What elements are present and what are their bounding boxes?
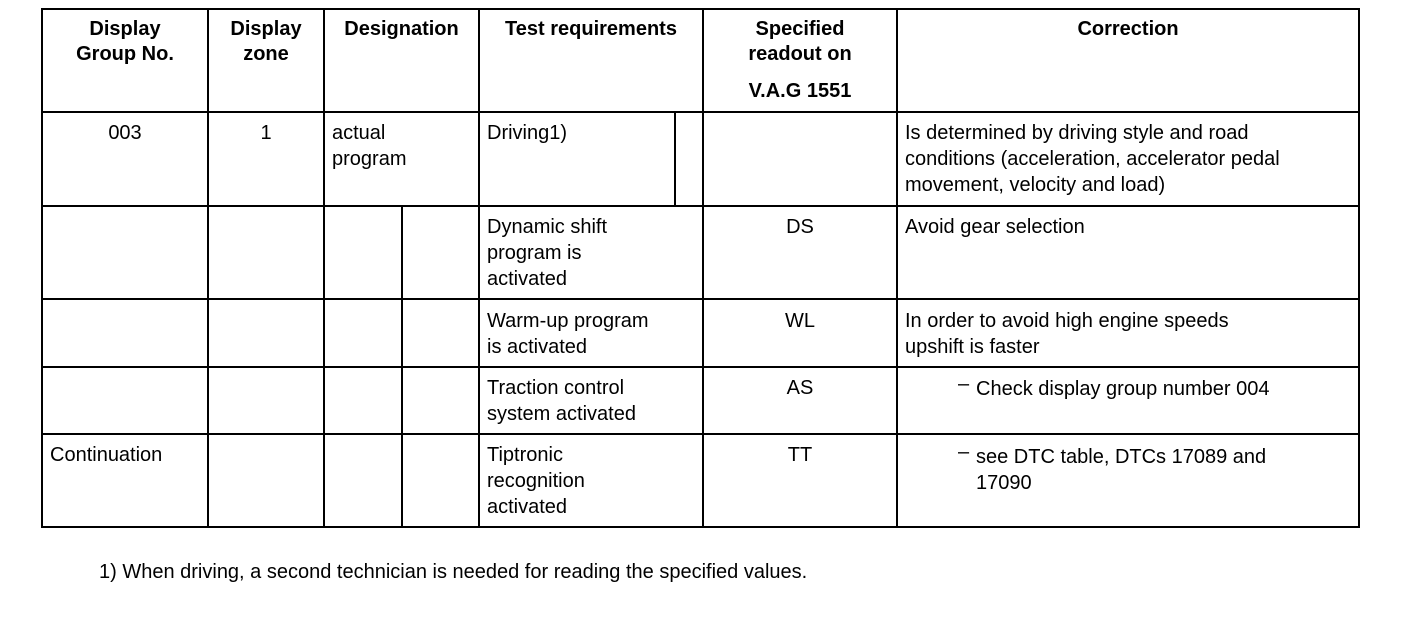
display-group-table [41,8,1360,528]
header-divider [41,111,1360,113]
row-test-requirement [487,308,649,360]
column-divider [207,8,209,528]
test-line: activated [487,268,568,290]
row-zone: 1 [260,122,272,144]
correction-line: upshift is faster [905,336,1040,358]
correction-line: conditions (acceleration, accelerator pedal [905,148,1280,170]
row-group-no: Continuation [50,444,163,466]
row-divider [41,433,1360,435]
test-line: activated [487,496,568,518]
test-line: system activated [487,403,636,425]
row-correction [905,308,1229,360]
row-correction [905,120,1280,198]
table-border-top [41,8,1360,10]
footnote: 1) When driving, a second technician is needed for reading the specified values. [99,561,808,583]
row-group-no: 003 [108,122,142,144]
test-requirements-subdivider [674,111,676,207]
row-divider [41,205,1360,207]
designation-line: program [332,148,407,170]
header-line: Display [230,18,302,40]
correction-line: see DTC table, DTCs 17089 and [976,446,1267,468]
row-readout: TT [787,444,813,466]
table-border-right [1358,8,1360,528]
test-line: recognition [487,470,585,492]
correction-line: Is determined by driving style and road [905,122,1249,144]
test-line: Dynamic shift [487,216,608,238]
column-divider [478,8,480,528]
table-border-bottom [41,526,1360,528]
test-line: is activated [487,336,588,358]
row-correction [976,376,1270,402]
header-line: Test requirements [505,18,677,40]
designation-subdivider [401,205,403,528]
table-border-left [41,8,43,528]
correction-line: 17090 [976,472,1032,494]
row-divider [41,366,1360,368]
header-zone [209,17,323,67]
test-line: Traction control [487,377,625,399]
header-correction [898,17,1358,42]
header-line: readout on [748,43,852,65]
test-line: Driving1) [487,122,568,144]
header-designation [325,17,478,42]
header-group-no [43,17,207,67]
header-line: Specified [755,18,845,40]
row-designation [332,120,406,172]
row-correction [976,444,1266,496]
row-test-requirement [487,375,636,427]
row-divider [41,298,1360,300]
test-line: Warm-up program [487,310,649,332]
row-readout: WL [785,310,815,332]
correction-line: movement, velocity and load) [905,174,1166,196]
header-line: Display [89,18,161,40]
header-line: Correction [1077,18,1179,40]
test-line: program is [487,242,582,264]
header-line: Designation [344,18,459,40]
test-line: Tiptronic [487,444,563,466]
correction-line: In order to avoid high engine speeds [905,310,1229,332]
correction-line: Check display group number 004 [976,378,1270,400]
row-correction [905,214,1085,240]
header-line: Group No. [76,43,174,65]
header-line: zone [243,43,289,65]
row-test-requirement [487,442,585,520]
row-readout: DS [786,216,814,238]
header-test-requirements [480,17,702,42]
column-divider [896,8,898,528]
correction-line: Avoid gear selection [905,216,1085,238]
column-divider [323,8,325,528]
header-line: V.A.G 1551 [748,80,852,102]
bullet-dash: – [958,441,970,463]
designation-line: actual [332,122,386,144]
row-test-requirement [487,214,607,292]
row-test-requirement [487,120,567,146]
header-specified-readout [704,17,896,104]
row-readout: AS [786,377,814,399]
bullet-dash: – [958,373,970,395]
